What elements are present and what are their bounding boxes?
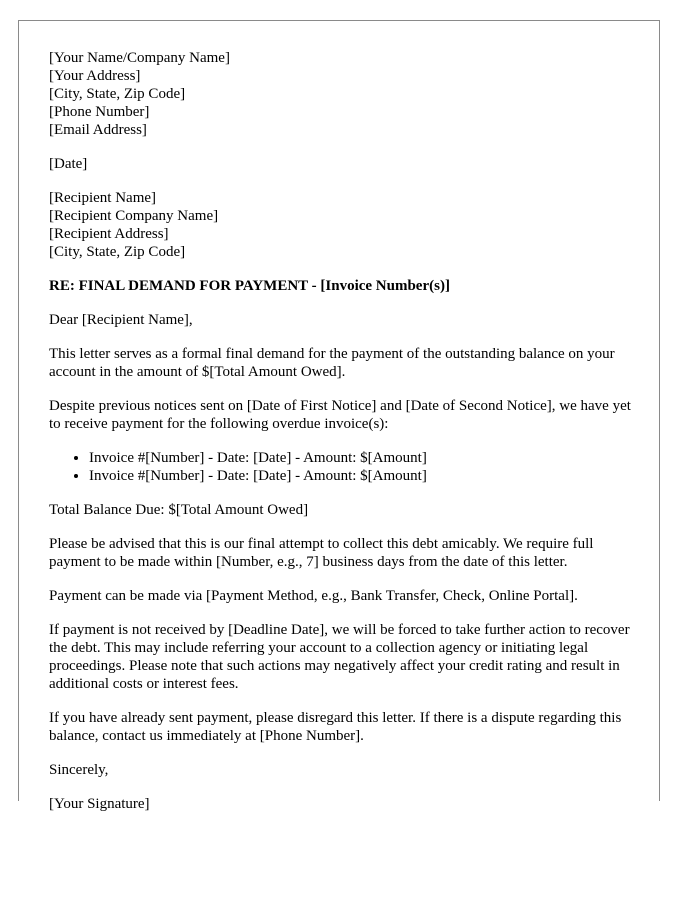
salutation: Dear [Recipient Name], xyxy=(49,312,193,328)
recipient-block xyxy=(49,189,639,261)
recipient-company: [Recipient Company Name] xyxy=(49,208,219,224)
paragraph-further-action: If payment is not received by [Deadline Date], we will be forced to take further action to recover the debt. This may include referring your account to a collection agency or initiating legal proceedings. Please note that such actions may negatively affect your credit rating and result in additional costs or interest fees. xyxy=(49,622,630,692)
paragraph-payment-methods: Payment can be made via [Payment Method, e.g., Bank Transfer, Check, Online Portal]. xyxy=(49,588,578,604)
paragraph-disregard: If you have already sent payment, please disregard this letter. If there is a dispute regarding this balance, contact us immediately at [Phone Number]. xyxy=(49,710,622,744)
sender-phone: [Phone Number] xyxy=(49,104,150,120)
invoice-list-item: • Invoice #[Number] - Date: [Date] - Amount: $[Amount] xyxy=(89,467,639,485)
closing: Sincerely, xyxy=(49,762,109,778)
paragraph-total-balance: Total Balance Due: $[Total Amount Owed] xyxy=(49,502,309,518)
invoice-list xyxy=(49,449,639,485)
sender-block xyxy=(49,49,639,139)
sender-city-state-zip: [City, State, Zip Code] xyxy=(49,86,186,102)
sender-name: [Your Name/Company Name] xyxy=(49,50,230,66)
sender-address: [Your Address] xyxy=(49,68,141,84)
letter-page xyxy=(18,20,660,812)
letter-content xyxy=(49,49,639,813)
signature: [Your Signature] xyxy=(49,796,150,812)
paragraph-intro: This letter serves as a formal final demand for the payment of the outstanding balance on your account in the amount of $[Total Amount Owed]. xyxy=(49,346,615,380)
recipient-name: [Recipient Name] xyxy=(49,190,157,206)
recipient-city-state-zip: [City, State, Zip Code] xyxy=(49,244,186,260)
subject-line: RE: FINAL DEMAND FOR PAYMENT - [Invoice Number(s)] xyxy=(49,278,450,294)
paragraph-previous-notices: Despite previous notices sent on [Date of First Notice] and [Date of Second Notice], we have yet to receive payment for the following overdue invoice(s): xyxy=(49,398,631,432)
recipient-address: [Recipient Address] xyxy=(49,226,169,242)
date-block xyxy=(49,155,639,173)
sender-email: [Email Address] xyxy=(49,122,147,138)
letter-date: [Date] xyxy=(49,156,88,172)
paragraph-final-attempt: Please be advised that this is our final attempt to collect this debt amicably. We require full payment to be made within [Number, e.g., 7] business days from the date of this letter. xyxy=(49,536,594,570)
invoice-list-item: • Invoice #[Number] - Date: [Date] - Amount: $[Amount] xyxy=(89,449,639,467)
